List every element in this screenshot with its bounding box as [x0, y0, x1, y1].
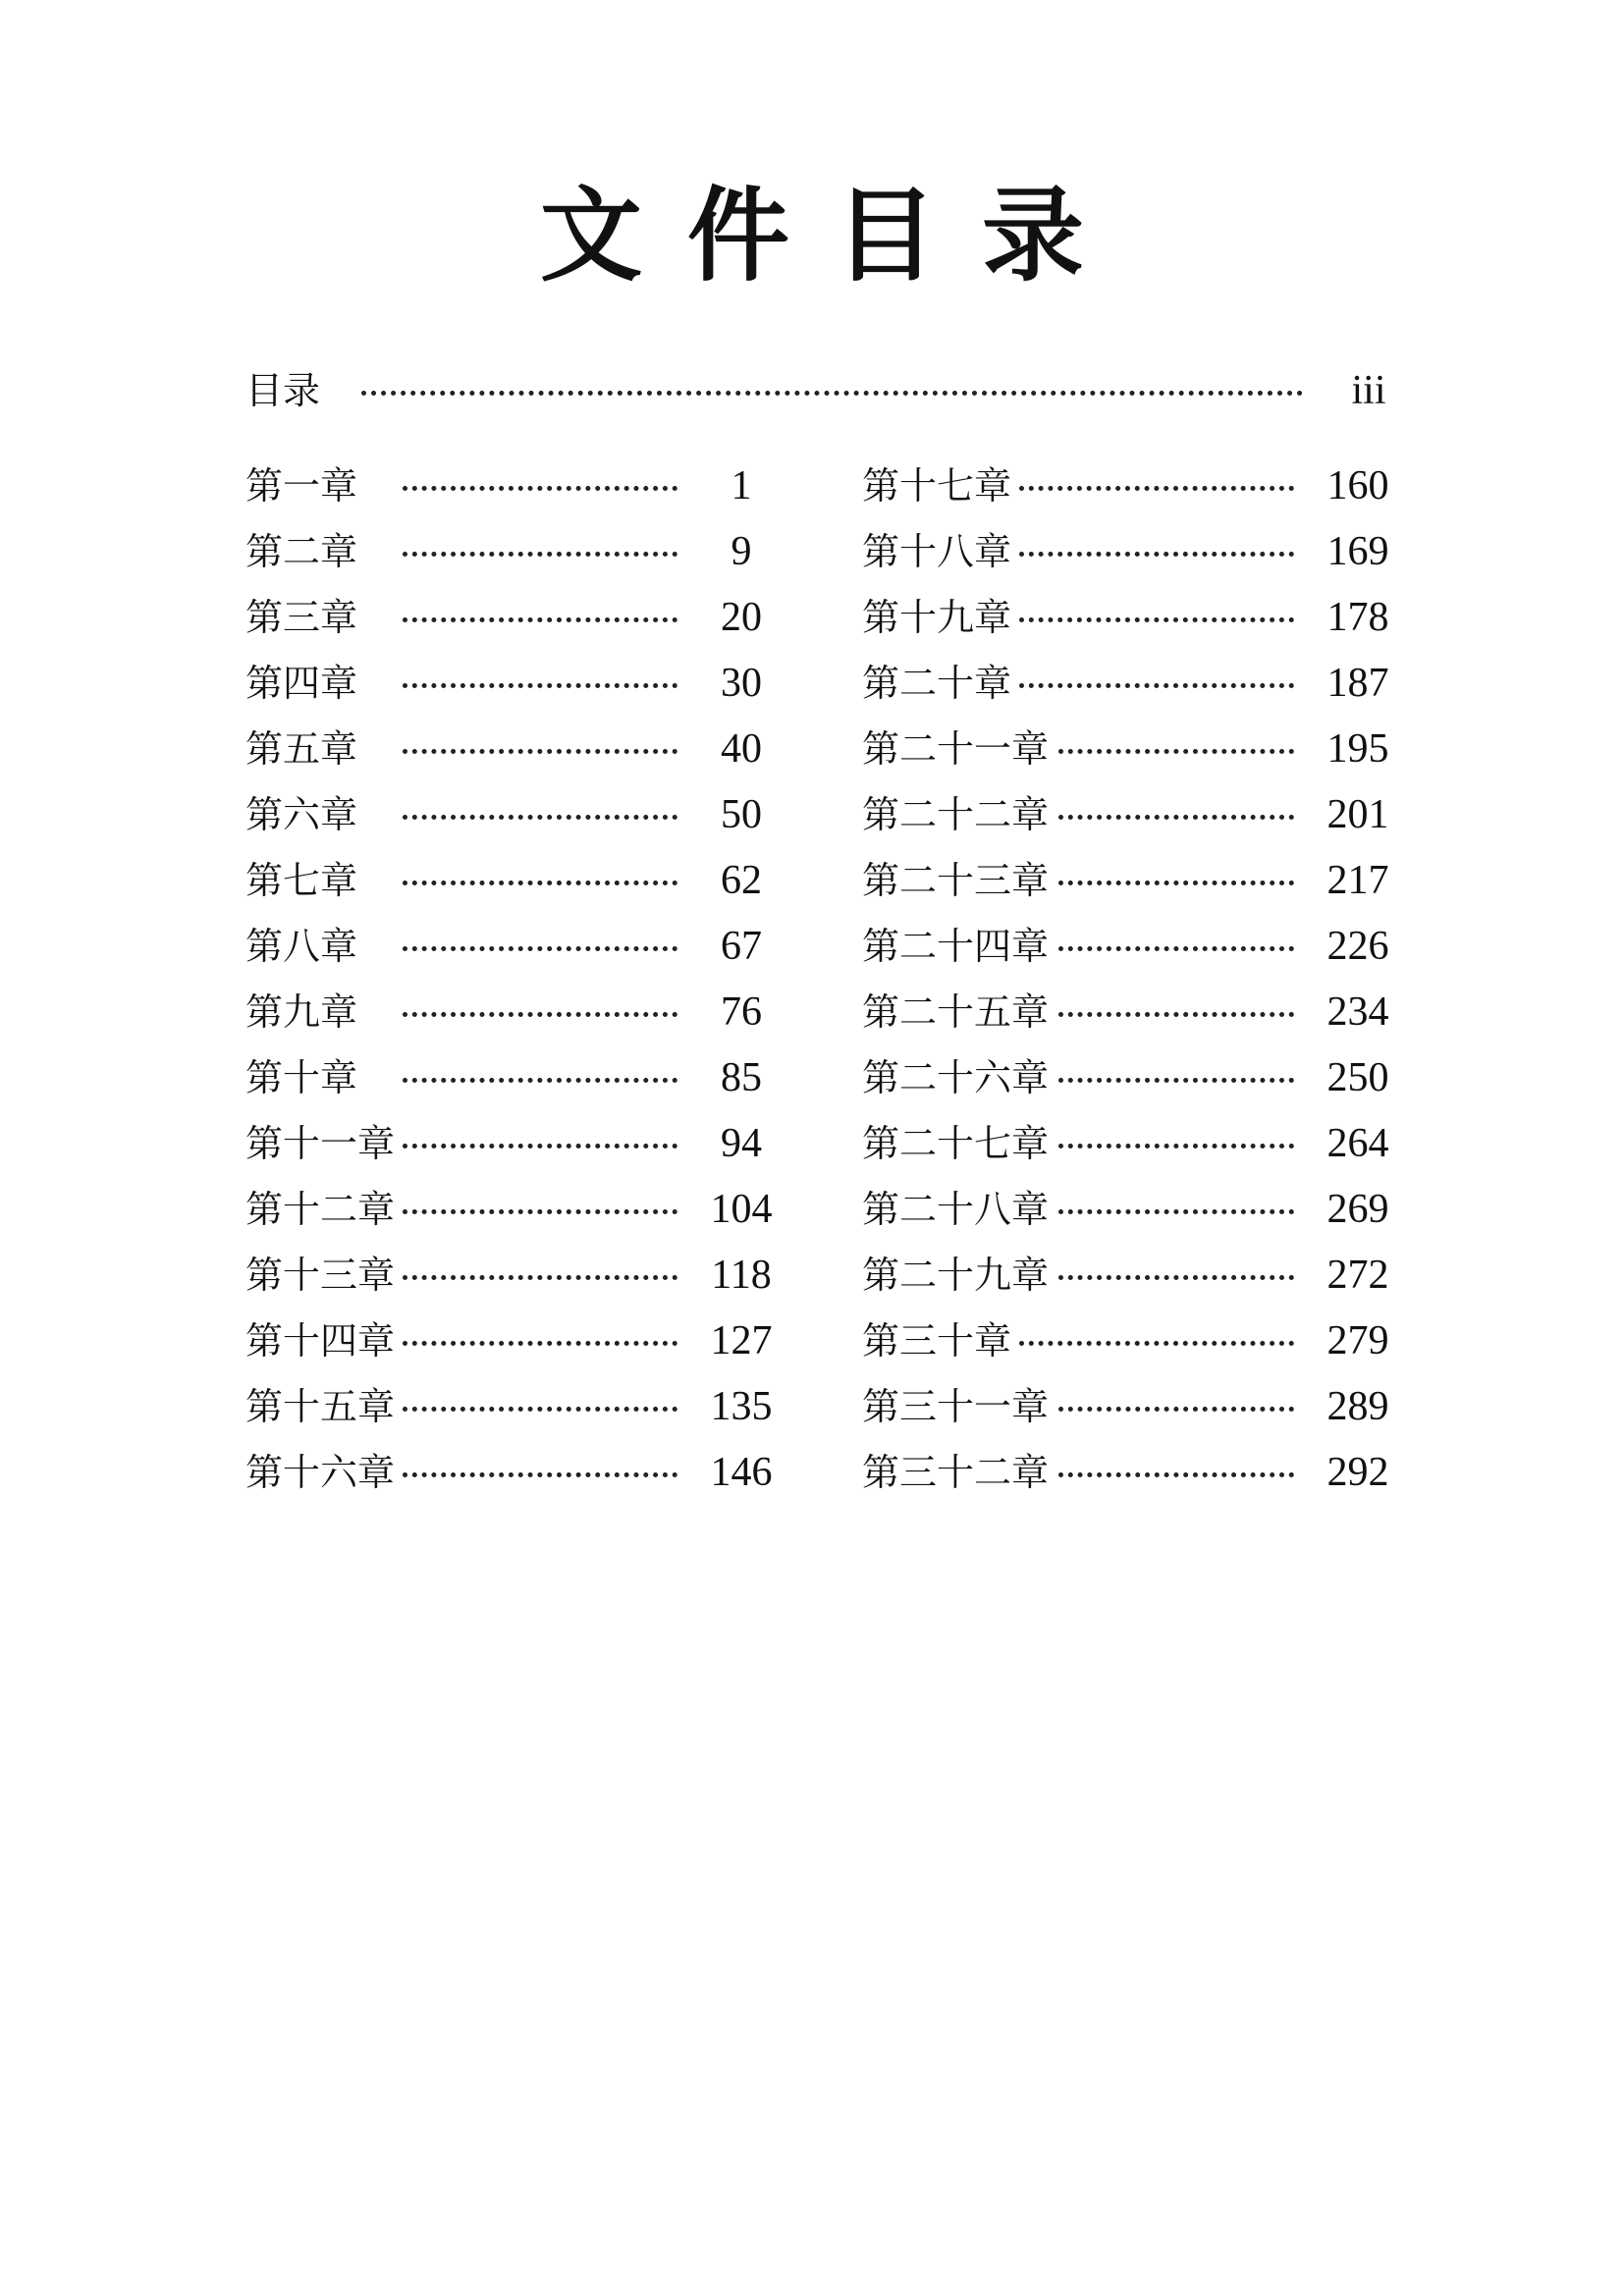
- toc-page-number: 195: [1326, 726, 1389, 772]
- toc-entry[interactable]: [862, 519, 1392, 585]
- toc-entry[interactable]: [245, 1440, 776, 1506]
- toc-label: 第十七章: [862, 464, 1012, 507]
- toc-label: 第十八章: [862, 530, 1012, 573]
- dot-leader: [403, 683, 677, 688]
- toc-entry[interactable]: [245, 519, 776, 585]
- toc-page-number: 226: [1326, 924, 1389, 969]
- toc-label: 第二十八章: [862, 1188, 1050, 1231]
- dot-leader: [403, 552, 677, 557]
- toc-page-number: 146: [710, 1450, 773, 1495]
- dot-leader: [403, 617, 677, 622]
- toc-entry[interactable]: [245, 980, 776, 1045]
- toc-page-number: 76: [721, 989, 762, 1035]
- toc-page-number: 118: [711, 1253, 772, 1298]
- dot-leader: [1058, 1472, 1294, 1477]
- toc-entry[interactable]: [245, 585, 776, 651]
- toc-entry[interactable]: [862, 454, 1392, 519]
- toc-entry[interactable]: [862, 914, 1392, 980]
- toc-entry[interactable]: [245, 717, 776, 782]
- toc-label: 第一章: [245, 464, 358, 507]
- toc-label: 第二章: [245, 530, 358, 573]
- toc-page-number: 178: [1326, 595, 1389, 640]
- toc-label: 第四章: [245, 662, 358, 705]
- toc-label: 第三十章: [862, 1319, 1012, 1362]
- dot-leader: [1019, 683, 1294, 688]
- toc-page-number: 279: [1326, 1318, 1389, 1363]
- toc-page-number: 94: [721, 1121, 762, 1166]
- toc-page-number: 160: [1326, 463, 1389, 508]
- dot-leader: [1019, 1341, 1294, 1346]
- toc-page-number: 269: [1326, 1187, 1389, 1232]
- toc-entry[interactable]: [245, 1045, 776, 1111]
- toc-page-number: 40: [721, 726, 762, 772]
- toc-entry[interactable]: [245, 914, 776, 980]
- dot-leader: [1019, 552, 1294, 557]
- toc-page-number: 62: [721, 858, 762, 903]
- dot-leader: [403, 1144, 677, 1148]
- dot-leader: [1058, 1012, 1294, 1017]
- toc-label: 第十一章: [245, 1122, 396, 1165]
- toc-label: 第二十一章: [862, 727, 1050, 771]
- toc-entry[interactable]: [862, 848, 1392, 914]
- toc-entry[interactable]: [862, 1243, 1392, 1308]
- toc-page-number: 50: [721, 792, 762, 837]
- toc-label: 第九章: [245, 990, 358, 1034]
- toc-label: 第二十四章: [862, 925, 1050, 968]
- dot-leader: [403, 815, 677, 820]
- dot-leader: [403, 486, 677, 491]
- toc-page-number: 85: [721, 1055, 762, 1100]
- toc-page-number: 234: [1326, 989, 1389, 1035]
- dot-leader: [1058, 1144, 1294, 1148]
- toc-entry[interactable]: [245, 651, 776, 717]
- toc-page-number: 292: [1326, 1450, 1389, 1495]
- toc-label: 第二十三章: [862, 859, 1050, 902]
- toc-label: 第十五章: [245, 1385, 396, 1428]
- toc-entry[interactable]: [862, 1111, 1392, 1177]
- toc-label: 第二十五章: [862, 990, 1050, 1034]
- dot-leader: [1058, 1078, 1294, 1083]
- toc-entry[interactable]: [862, 1440, 1392, 1506]
- toc-label: 第十四章: [245, 1319, 396, 1362]
- toc-entry-contents[interactable]: [245, 363, 1389, 418]
- toc-entry[interactable]: [862, 717, 1392, 782]
- toc-page-number: 250: [1326, 1055, 1389, 1100]
- dot-leader: [1019, 617, 1294, 622]
- toc-label: 第十三章: [245, 1254, 396, 1297]
- toc-page-number: 217: [1326, 858, 1389, 903]
- toc-page-number: 289: [1326, 1384, 1389, 1429]
- toc-entry[interactable]: [862, 1045, 1392, 1111]
- toc-label: 第六章: [245, 793, 358, 836]
- toc-entry[interactable]: [245, 1177, 776, 1243]
- toc-entry[interactable]: [245, 1111, 776, 1177]
- dot-leader: [403, 1407, 677, 1412]
- toc-entry[interactable]: [245, 848, 776, 914]
- toc-entry[interactable]: [245, 1308, 776, 1374]
- toc-entry[interactable]: [862, 1374, 1392, 1440]
- dot-leader: [361, 391, 1303, 396]
- toc-page-number: iii: [1351, 368, 1386, 413]
- toc-label: 第十二章: [245, 1188, 396, 1231]
- toc-page-number: 201: [1326, 792, 1389, 837]
- toc-entry[interactable]: [862, 1177, 1392, 1243]
- toc-label: 第二十七章: [862, 1122, 1050, 1165]
- toc-entry[interactable]: [862, 980, 1392, 1045]
- dot-leader: [403, 1078, 677, 1083]
- dot-leader: [403, 1275, 677, 1280]
- toc-label: 第二十九章: [862, 1254, 1050, 1297]
- toc-label: 第十六章: [245, 1451, 396, 1494]
- dot-leader: [1058, 1407, 1294, 1412]
- dot-leader: [1019, 486, 1294, 491]
- dot-leader: [403, 1012, 677, 1017]
- toc-label: 第二十二章: [862, 793, 1050, 836]
- toc-entry[interactable]: [245, 1243, 776, 1308]
- toc-column-right: [862, 454, 1392, 1506]
- toc-page-number: 187: [1326, 661, 1389, 706]
- dot-leader: [1058, 946, 1294, 951]
- toc-page-number: 67: [721, 924, 762, 969]
- dot-leader: [1058, 815, 1294, 820]
- dot-leader: [1058, 749, 1294, 754]
- dot-leader: [403, 1209, 677, 1214]
- dot-leader: [1058, 1275, 1294, 1280]
- toc-page-number: 30: [721, 661, 762, 706]
- toc-entry[interactable]: [862, 782, 1392, 848]
- toc-label: 第五章: [245, 727, 358, 771]
- toc-label: 第三十一章: [862, 1385, 1050, 1428]
- toc-label: 第十九章: [862, 596, 1012, 639]
- dot-leader: [1058, 881, 1294, 885]
- dot-leader: [403, 946, 677, 951]
- page-title: 文件目录: [539, 175, 1129, 295]
- toc-entry[interactable]: [245, 782, 776, 848]
- dot-leader: [403, 1341, 677, 1346]
- toc-page-number: 9: [731, 529, 752, 574]
- toc-label: 第三十二章: [862, 1451, 1050, 1494]
- toc-page-number: 264: [1326, 1121, 1389, 1166]
- toc-label: 第八章: [245, 925, 358, 968]
- toc-page-number: 20: [721, 595, 762, 640]
- toc-entry[interactable]: [862, 1308, 1392, 1374]
- toc-entry[interactable]: [862, 651, 1392, 717]
- dot-leader: [1058, 1209, 1294, 1214]
- toc-column-left: [245, 454, 776, 1506]
- toc-entry[interactable]: [245, 1374, 776, 1440]
- toc-label: 第二十六章: [862, 1056, 1050, 1099]
- dot-leader: [403, 749, 677, 754]
- toc-page-number: 135: [710, 1384, 773, 1429]
- toc-page-number: 104: [710, 1187, 773, 1232]
- toc-page-number: 1: [731, 463, 752, 508]
- toc-entry[interactable]: [862, 585, 1392, 651]
- toc-label: 第十章: [245, 1056, 358, 1099]
- toc-page-number: 169: [1326, 529, 1389, 574]
- toc-label: 第三章: [245, 596, 358, 639]
- toc-page-number: 272: [1326, 1253, 1389, 1298]
- toc-label: 第二十章: [862, 662, 1012, 705]
- toc-label: 目录: [245, 369, 321, 412]
- dot-leader: [403, 881, 677, 885]
- toc-label: 第七章: [245, 859, 358, 902]
- dot-leader: [403, 1472, 677, 1477]
- toc-entry[interactable]: [245, 454, 776, 519]
- toc-page-number: 127: [710, 1318, 773, 1363]
